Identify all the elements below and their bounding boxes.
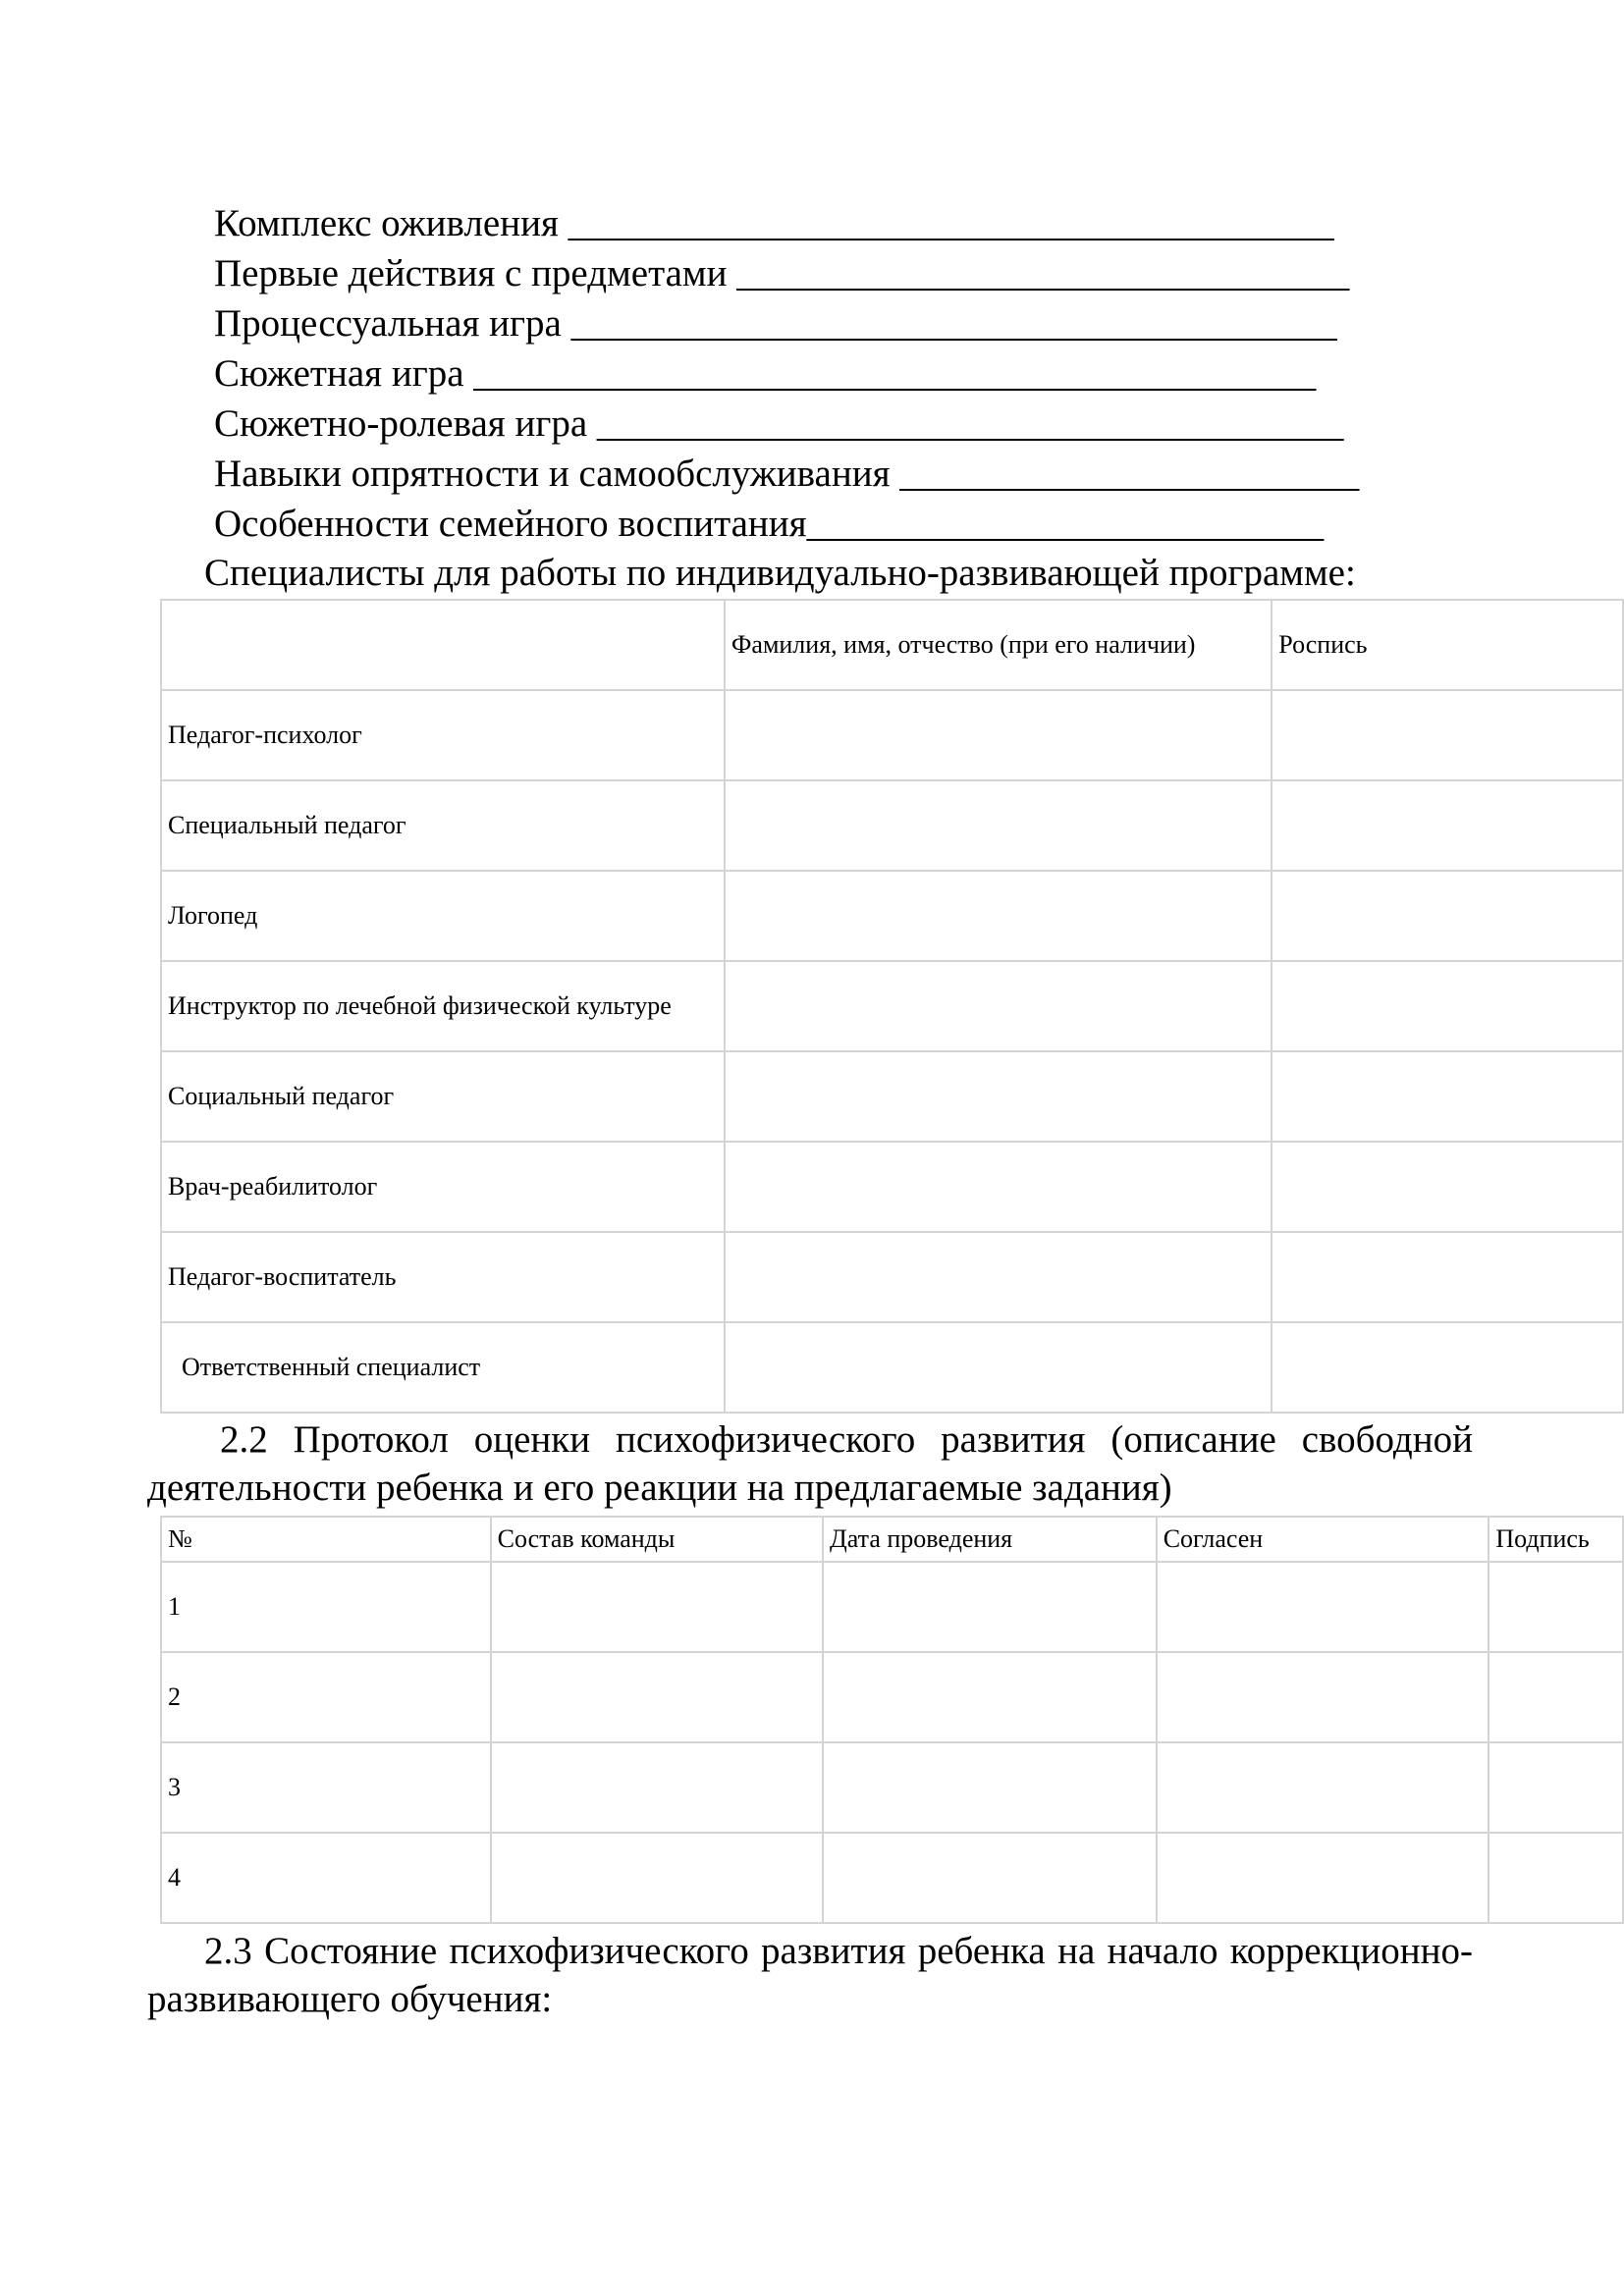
fill-label: Особенности семейного воспитания [214,503,807,545]
specialist-name: Специальный педагог [161,780,725,871]
header-cell-fio: Фамилия, имя, отчество (при его наличии) [725,600,1272,690]
row-number: 2 [161,1652,491,1742]
header-cell-signature: Роспись [1272,600,1623,690]
fio-cell[interactable] [725,690,1272,780]
signature-cell[interactable] [1272,1142,1623,1232]
header-cell-signature: Подпись [1489,1517,1623,1562]
protocol-table [160,1516,1624,1924]
fill-line-first-actions [214,254,1349,293]
table-row [161,780,1623,871]
fill-blank[interactable]: ___________________________ [806,503,1325,545]
specialist-name: Врач-реабилитолог [161,1142,725,1232]
fill-line-family [214,505,1324,543]
signature-cell[interactable] [1272,690,1623,780]
fill-label: Первые действия с предметами [214,252,728,294]
team-cell[interactable] [491,1652,823,1742]
table-header-row [161,600,1623,690]
signature-cell[interactable] [1272,961,1623,1051]
table-row [161,1742,1623,1833]
table-row [161,871,1623,961]
fill-line-plot-play [214,354,1316,393]
fio-cell[interactable] [725,871,1272,961]
section-2-2-line2: деятельности ребенка и его реакции на предлагаемые задания) [147,1467,1172,1509]
header-cell [161,600,725,690]
header-cell-agree: Согласен [1157,1517,1489,1562]
team-cell[interactable] [491,1562,823,1652]
team-cell[interactable] [491,1833,823,1923]
fill-blank[interactable]: ________________________ [899,453,1360,495]
signature-cell[interactable] [1272,1322,1623,1413]
signature-cell[interactable] [1272,1051,1623,1142]
row-number: 4 [161,1833,491,1923]
fio-cell[interactable] [725,1142,1272,1232]
fill-label: Процессуальная игра [214,302,562,345]
specialist-name: Педагог-психолог [161,690,725,780]
signature-cell[interactable] [1272,1232,1623,1322]
signature-cell[interactable] [1489,1833,1623,1923]
agree-cell[interactable] [1157,1562,1489,1652]
date-cell[interactable] [823,1742,1157,1833]
fill-blank[interactable]: _______________________________________ [596,402,1344,445]
row-number: 1 [161,1562,491,1652]
table-row [161,1232,1623,1322]
agree-cell[interactable] [1157,1652,1489,1742]
team-cell[interactable] [491,1742,823,1833]
table-row [161,1322,1623,1413]
fill-line-role-play [214,404,1343,443]
fill-line-self-care [214,454,1359,493]
fill-line-complex [214,204,1334,242]
fio-cell[interactable] [725,1322,1272,1413]
signature-cell[interactable] [1489,1652,1623,1742]
specialist-name: Ответственный специалист [161,1322,725,1413]
fill-label: Сюжетная игра [214,352,464,395]
section-2-3-line2: развивающего обучения: [147,1978,553,2020]
fill-line-procedural-play [214,304,1337,343]
section-2-3-line1: 2.3 Состояние психофизического развития ребенка на начало коррекционно- [204,1930,1473,1972]
fill-blank[interactable]: ____________________________________________ [473,352,1317,395]
specialists-heading: Специалисты для работы по индивидуально-развивающей программе: [204,552,1356,594]
signature-cell[interactable] [1272,780,1623,871]
specialist-name: Социальный педагог [161,1051,725,1142]
fill-label: Комплекс оживления [214,202,559,244]
table-row [161,1833,1623,1923]
agree-cell[interactable] [1157,1742,1489,1833]
fio-cell[interactable] [725,1051,1272,1142]
table-row [161,1562,1623,1652]
signature-cell[interactable] [1489,1742,1623,1833]
agree-cell[interactable] [1157,1833,1489,1923]
fill-label: Навыки опрятности и самообслуживания [214,453,891,495]
fio-cell[interactable] [725,1232,1272,1322]
specialist-name: Логопед [161,871,725,961]
signature-cell[interactable] [1489,1562,1623,1652]
signature-cell[interactable] [1272,871,1623,961]
header-cell-team: Состав команды [491,1517,823,1562]
header-cell-date: Дата проведения [823,1517,1157,1562]
table-row [161,1652,1623,1742]
table-row [161,1051,1623,1142]
row-number: 3 [161,1742,491,1833]
fill-blank[interactable]: ________________________________________ [568,202,1334,244]
fill-label: Сюжетно-ролевая игра [214,402,588,445]
specialist-name: Инструктор по лечебной физической культуре [161,961,725,1051]
table-header-row [161,1517,1623,1562]
fio-cell[interactable] [725,780,1272,871]
specialist-name: Педагог-воспитатель [161,1232,725,1322]
fio-cell[interactable] [725,961,1272,1051]
table-row [161,961,1623,1051]
section-2-2-line1: 2.2 Протокол оценки психофизического развития (описание свободной [220,1418,1473,1461]
fill-blank[interactable]: ________________________________ [736,252,1350,294]
date-cell[interactable] [823,1652,1157,1742]
specialists-table [160,599,1624,1414]
table-row [161,690,1623,780]
date-cell[interactable] [823,1562,1157,1652]
header-cell-number: № [161,1517,491,1562]
table-row [161,1142,1623,1232]
date-cell[interactable] [823,1833,1157,1923]
fill-blank[interactable]: ________________________________________ [570,302,1337,345]
